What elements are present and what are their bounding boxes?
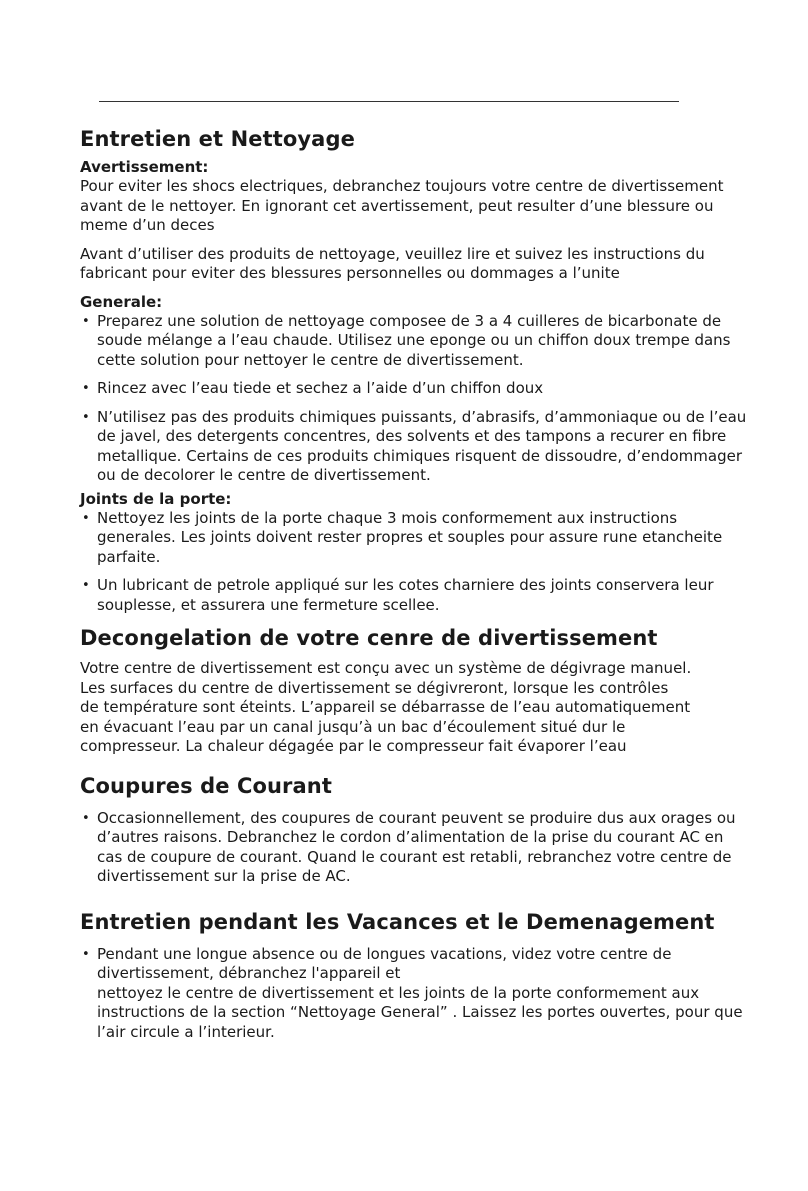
defrost-line: de température sont éteints. L’appareil se débarrasse de l’eau automatiquement xyxy=(80,698,691,716)
intro-text: Avant d’utiliser des produits de nettoyage, veuillez lire et suivez les instructions du fabricant pour eviter des blessures personnelles ou dommages a l’unite xyxy=(80,244,705,282)
section-title-power-outage: Coupures de Courant xyxy=(80,773,332,798)
list-item: • Nettoyez les joints de la porte chaque 3 mois conformement aux instructions generales. Les joints doivent rester propres et souples pour assure rune etancheite parfaite. xyxy=(80,509,750,568)
section-title-vacation: Entretien pendant les Vacances et le Demenagement xyxy=(80,909,715,934)
vacation-line: nettoyez le centre de divertissement et les joints de la porte conformement aux instructions de la section “Nettoyage General” . Laissez les portes ouvertes, pour que l’air circule a l’interieur. xyxy=(97,983,743,1041)
list-item: • Rincez avec l’eau tiede et sechez a l’aide d’un chiffon doux xyxy=(80,379,750,399)
defrost-line: Les surfaces du centre de divertissement se dégivreront, lorsque les contrôles xyxy=(80,678,669,697)
warning-heading: Avertissement: xyxy=(80,158,209,176)
section-title-maintenance: Entretien et Nettoyage xyxy=(80,127,355,151)
defrost-text xyxy=(80,659,750,757)
list-item xyxy=(80,945,750,1043)
list-item: • Occasionnellement, des coupures de courant peuvent se produire dus aux orages ou d’autres raisons. Debranchez le cordon d’alimentation de la prise du courant AC en cas de coupure de courant. Quand le courant est retabli, rebranchez votre centre de divertissement sur la prise de AC. xyxy=(80,809,750,887)
general-list xyxy=(80,312,750,486)
door-list xyxy=(80,509,750,616)
list-item: • Preparez une solution de nettoyage composee de 3 a 4 cuilleres de bicarbonate de soude mélange a l’eau chaude. Utilisez une eponge ou un chiffon doux trempe dans cette solution pour nettoyer le centre de divertissement. xyxy=(80,312,750,371)
defrost-line: compresseur. La chaleur dégagée par le compresseur fait évaporer l’eau xyxy=(80,737,627,755)
warning-text: Pour eviter les shocs electriques, debranchez toujours votre centre de divertissement avant de le nettoyer. En ignorant cet avertissement, peut resulter d’une blessure ou meme d’un deces xyxy=(80,177,724,234)
door-heading: Joints de la porte: xyxy=(80,489,232,508)
list-item: • N’utilisez pas des produits chimiques puissants, d’abrasifs, d’ammoniaque ou de l’eau de javel, des detergents concentres, des solvents et des tampons a recurer en fibre metallique. Certains de ces produits chimiques risquent de dissoudre, d’endommager ou de decolorer le centre de divertissement. xyxy=(80,408,750,486)
header-rule xyxy=(99,101,679,102)
defrost-line: Votre centre de divertissement est conçu avec un système de dégivrage manuel. xyxy=(80,659,692,677)
power-list xyxy=(80,809,750,887)
vacation-line: • Pendant une longue absence ou de longues vacations, videz votre centre de divertissement, débranchez l'appareil et xyxy=(97,944,672,982)
section-title-defrost: Decongelation de votre cenre de divertissement xyxy=(80,626,658,650)
document-page xyxy=(80,120,750,1051)
general-heading: Generale: xyxy=(80,292,163,311)
defrost-line: en évacuant l’eau par un canal jusqu’à un bac d’écoulement situé dur le xyxy=(80,717,626,736)
list-item: • Un lubricant de petrole appliqué sur les cotes charniere des joints conservera leur souplesse, et assurera une fermeture scellee. xyxy=(80,576,750,615)
vacation-list xyxy=(80,945,750,1043)
